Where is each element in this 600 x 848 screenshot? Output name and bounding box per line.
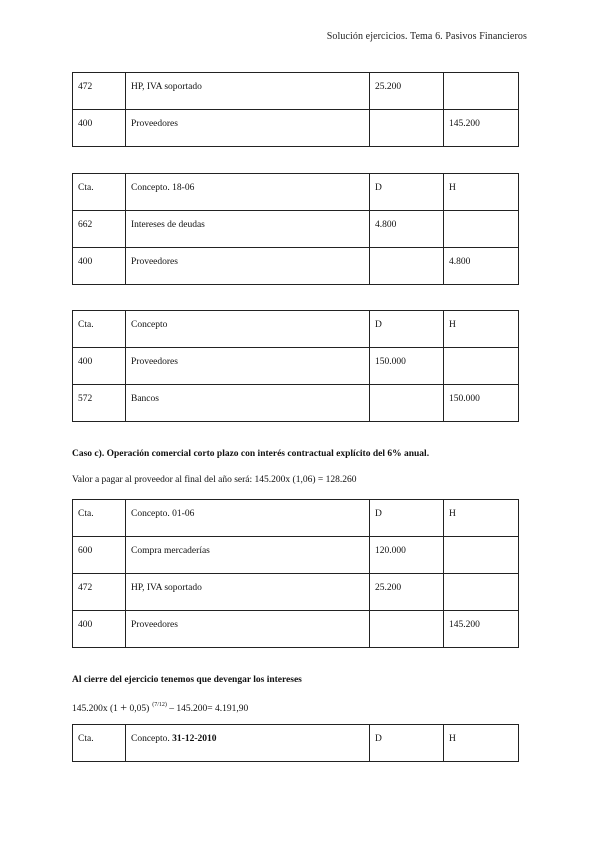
debit-cell [370,110,444,147]
credit-cell: 150.000 [444,385,519,422]
formula-plus: + [120,700,128,714]
table-header-row [73,500,519,537]
header-debit: D [370,311,444,348]
table-header-row [73,311,519,348]
header-cta: Cta. [73,725,126,762]
caso-c-heading: Caso c). Operación comercial corto plazo con interés contractual explícito del 6% anual. [72,449,430,459]
account-cell: 472 [73,574,126,611]
debit-cell [370,385,444,422]
header-cta: Cta. [73,311,126,348]
table-row [73,110,519,147]
account-cell: 600 [73,537,126,574]
header-concepto [126,725,370,762]
account-cell: 400 [73,248,126,285]
concept-cell: Proveedores [126,110,370,147]
credit-cell [444,348,519,385]
formula-exponent: (7/12) [152,701,167,708]
table-row [73,574,519,611]
header-concepto: Concepto. 18-06 [126,174,370,211]
credit-cell: 145.200 [444,611,519,648]
header-cta: Cta. [73,174,126,211]
debit-cell: 25.200 [370,574,444,611]
cierre-heading: Al cierre del ejercicio tenemos que devengar los intereses [72,675,302,685]
account-cell: 572 [73,385,126,422]
debit-cell [370,248,444,285]
header-cta: Cta. [73,500,126,537]
header-credit: H [444,725,519,762]
credit-cell: 4.800 [444,248,519,285]
formula-part-c: – 145.200= 4.191,90 [166,704,249,714]
concepto-date: 31-12-2010 [172,734,217,744]
table-row [73,385,519,422]
header-credit: H [444,500,519,537]
credit-cell [444,574,519,611]
account-cell: 400 [73,611,126,648]
debit-cell: 25.200 [370,73,444,110]
concept-cell: Intereses de deudas [126,211,370,248]
account-cell: 472 [73,73,126,110]
header-debit: D [370,500,444,537]
header-concepto: Concepto. 01-06 [126,500,370,537]
debit-cell: 4.800 [370,211,444,248]
header-concepto: Concepto [126,311,370,348]
header-debit: D [370,725,444,762]
concept-cell: Proveedores [126,248,370,285]
concept-cell: HP, IVA soportado [126,574,370,611]
concept-cell: Bancos [126,385,370,422]
credit-cell [444,537,519,574]
table-row [73,73,519,110]
concepto-label: Concepto. [131,734,173,744]
table-row [73,211,519,248]
table-header-row [73,725,519,762]
table-row [73,248,519,285]
page-header: Solución ejercicios. Tema 6. Pasivos Financieros [326,31,527,42]
journal-table-5 [72,724,519,762]
table-header-row [73,174,519,211]
formula-part-a: 145.200x (1 [72,704,121,714]
concept-cell: HP, IVA soportado [126,73,370,110]
credit-cell [444,211,519,248]
credit-cell: 145.200 [444,110,519,147]
credit-cell [444,73,519,110]
valor-pagar-line: Valor a pagar al proveedor al final del año será: 145.200x (1,06) = 128.260 [72,475,357,485]
journal-table-3 [72,310,519,422]
header-credit: H [444,174,519,211]
concept-cell: Proveedores [126,611,370,648]
journal-table-4 [72,499,519,648]
concept-cell: Proveedores [126,348,370,385]
debit-cell: 150.000 [370,348,444,385]
account-cell: 662 [73,211,126,248]
journal-table-1 [72,72,519,147]
header-debit: D [370,174,444,211]
table-row [73,611,519,648]
header-credit: H [444,311,519,348]
debit-cell: 120.000 [370,537,444,574]
debit-cell [370,611,444,648]
account-cell: 400 [73,110,126,147]
account-cell: 400 [73,348,126,385]
table-row [73,348,519,385]
concept-cell: Compra mercaderías [126,537,370,574]
journal-table-2 [72,173,519,285]
formula-part-b: 0,05) [127,704,150,714]
interest-formula [72,700,248,715]
table-row [73,537,519,574]
